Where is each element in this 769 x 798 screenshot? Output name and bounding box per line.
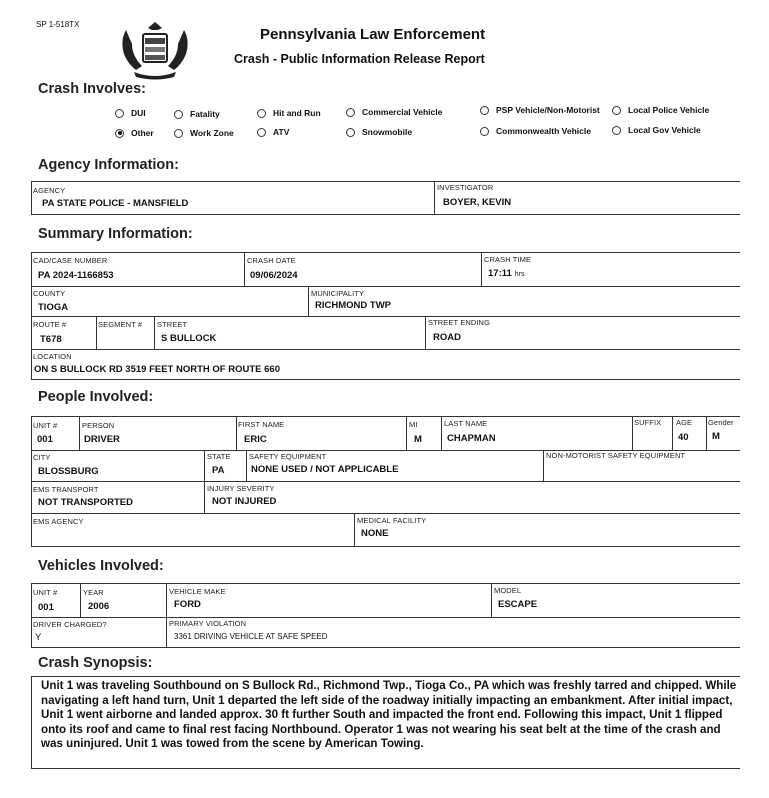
municipality-value: RICHMOND TWP bbox=[315, 300, 391, 311]
location-value: ON S BULLOCK RD 3519 FEET NORTH OF ROUTE 660 bbox=[34, 364, 280, 375]
section-crash-involves: Crash Involves: bbox=[38, 81, 146, 97]
injury-severity-label: INJURY SEVERITY bbox=[207, 484, 275, 493]
street-ending-label: STREET ENDING bbox=[428, 318, 491, 327]
option-label: Work Zone bbox=[190, 128, 234, 138]
driver-charged-value: Y bbox=[35, 632, 42, 643]
section-people: People Involved: bbox=[38, 389, 154, 405]
medical-facility-value: NONE bbox=[361, 528, 389, 539]
middle-initial-value: M bbox=[414, 434, 422, 445]
section-synopsis: Crash Synopsis: bbox=[38, 655, 153, 671]
radio-hit-and-run[interactable] bbox=[257, 109, 266, 118]
street-label: STREET bbox=[157, 320, 188, 329]
option-label: ATV bbox=[273, 127, 290, 137]
case-number-value: PA 2024-1166853 bbox=[38, 270, 114, 281]
route-value: T678 bbox=[40, 334, 62, 345]
crash-date-value: 09/06/2024 bbox=[250, 270, 298, 281]
option-label: Local Gov Vehicle bbox=[628, 125, 701, 135]
safety-equipment-value: NONE USED / NOT APPLICABLE bbox=[251, 464, 399, 475]
radio-commercial-vehicle[interactable] bbox=[346, 108, 355, 117]
crash-time-unit: hrs bbox=[514, 271, 525, 278]
option-label: Fatality bbox=[190, 109, 220, 119]
crash-date-label: CRASH DATE bbox=[247, 256, 296, 265]
radio-fatality[interactable] bbox=[174, 110, 183, 119]
last-name-value: CHAPMAN bbox=[447, 433, 496, 444]
crash-time-label: CRASH TIME bbox=[484, 255, 532, 264]
location-label: LOCATION bbox=[33, 352, 72, 361]
primary-violation-label: PRIMARY VIOLATION bbox=[169, 619, 247, 628]
radio-other[interactable] bbox=[115, 129, 124, 138]
section-agency: Agency Information: bbox=[38, 157, 179, 173]
gender-value: M bbox=[712, 431, 720, 442]
suffix-label: SUFFIX bbox=[634, 418, 662, 427]
age-value: 40 bbox=[678, 432, 689, 443]
radio-dui[interactable] bbox=[115, 109, 124, 118]
primary-violation-value: 3361 DRIVING VEHICLE AT SAFE SPEED bbox=[174, 632, 328, 641]
middle-initial-label: MI bbox=[409, 420, 418, 429]
option-local-gov-vehicle[interactable] bbox=[612, 125, 701, 135]
county-label: COUNTY bbox=[33, 289, 66, 298]
vehicle-make-label: VEHICLE MAKE bbox=[169, 587, 226, 596]
vehicle-model-value: ESCAPE bbox=[498, 599, 538, 610]
gender-label: Gender bbox=[708, 418, 734, 427]
crash-synopsis-text: Unit 1 was traveling Southbound on S Bullock Rd., Richmond Twp., Tioga Co., PA which was freshly tarred and chipped. While navigating a left hand turn, Unit 1 departed the left side of the roadway initially impacting an embankment. After initial impact, Unit 1 went airborne and landed approx. 30 ft further South and impacted the front end. Following this impact, Unit 1 flipped onto its roof and came to final rest facing Northbound. Operator 1 was not wearing his seat belt at the time of the crash and was uninjured. Unit 1 was towed from the scene by American Towing. bbox=[41, 679, 737, 751]
crash-time-value: 17:11 hrs bbox=[488, 268, 525, 279]
nm-safety-label: NON-MOTORIST SAFETY EQUIPMENT bbox=[546, 451, 686, 460]
state-label: STATE bbox=[207, 452, 231, 461]
injury-severity-value: NOT INJURED bbox=[212, 496, 277, 507]
city-value: BLOSSBURG bbox=[38, 466, 99, 477]
state-value: PA bbox=[212, 465, 225, 476]
option-fatality[interactable] bbox=[174, 109, 220, 119]
investigator-value: BOYER, KEVIN bbox=[443, 197, 512, 208]
medical-facility-label: MEDICAL FACILITY bbox=[357, 516, 427, 525]
vehicle-unit-value: 001 bbox=[38, 602, 54, 613]
option-label: Commonwealth Vehicle bbox=[496, 126, 591, 136]
option-dui[interactable] bbox=[115, 108, 146, 118]
option-snowmobile[interactable] bbox=[346, 127, 412, 137]
pennsylvania-seal-icon bbox=[118, 20, 192, 80]
person-unit-label: UNIT # bbox=[33, 421, 58, 430]
option-label: DUI bbox=[131, 108, 146, 118]
option-label: Hit and Run bbox=[273, 108, 321, 118]
vehicle-make-value: FORD bbox=[174, 599, 201, 610]
option-commercial-vehicle[interactable] bbox=[346, 107, 442, 117]
section-vehicles: Vehicles Involved: bbox=[38, 558, 164, 574]
person-unit-value: 001 bbox=[37, 434, 53, 445]
route-label: ROUTE # bbox=[33, 320, 67, 329]
report-subtitle: Crash - Public Information Release Report bbox=[234, 52, 485, 66]
agency-value: PA STATE POLICE - MANSFIELD bbox=[42, 198, 189, 209]
person-type-label: PERSON bbox=[82, 421, 115, 430]
radio-commonwealth-vehicle[interactable] bbox=[480, 127, 489, 136]
option-label: Other bbox=[131, 128, 154, 138]
radio-local-police-vehicle[interactable] bbox=[612, 106, 621, 115]
street-ending-value: ROAD bbox=[433, 332, 461, 343]
county-value: TIOGA bbox=[38, 302, 69, 313]
age-label: AGE bbox=[676, 418, 693, 427]
form-id: SP 1-518TX bbox=[36, 20, 80, 29]
vehicle-model-label: MODEL bbox=[494, 586, 522, 595]
option-label: Local Police Vehicle bbox=[628, 105, 710, 115]
last-name-label: LAST NAME bbox=[444, 419, 488, 428]
option-label: Commercial Vehicle bbox=[362, 107, 443, 117]
option-commonwealth-vehicle[interactable] bbox=[480, 126, 591, 136]
ems-transport-label: EMS TRANSPORT bbox=[33, 485, 99, 494]
ems-agency-label: EMS AGENCY bbox=[33, 517, 84, 526]
ems-transport-value: NOT TRANSPORTED bbox=[38, 497, 133, 508]
case-number-label: CAD/CASE NUMBER bbox=[33, 256, 108, 265]
municipality-label: MUNICIPALITY bbox=[311, 289, 365, 298]
option-local-police-vehicle[interactable] bbox=[612, 105, 709, 115]
safety-equipment-label: SAFETY EQUIPMENT bbox=[249, 452, 327, 461]
vehicle-year-value: 2006 bbox=[88, 601, 110, 612]
driver-charged-label: DRIVER CHARGED? bbox=[33, 620, 107, 629]
vehicle-year-label: YEAR bbox=[83, 588, 104, 597]
section-summary: Summary Information: bbox=[38, 226, 193, 242]
street-value: S BULLOCK bbox=[161, 333, 217, 344]
radio-local-gov-vehicle[interactable] bbox=[612, 126, 621, 135]
city-label: CITY bbox=[33, 453, 51, 462]
option-other[interactable] bbox=[115, 128, 154, 138]
first-name-value: ERIC bbox=[244, 434, 267, 445]
option-label: PSP Vehicle/Non-Motorist bbox=[496, 105, 600, 115]
investigator-label: INVESTIGATOR bbox=[437, 183, 494, 192]
option-hit-and-run[interactable] bbox=[257, 108, 321, 118]
radio-atv[interactable] bbox=[257, 128, 266, 137]
segment-label: SEGMENT # bbox=[98, 320, 143, 329]
radio-work-zone[interactable] bbox=[174, 129, 183, 138]
option-label: Snowmobile bbox=[362, 127, 413, 137]
person-type-value: DRIVER bbox=[84, 434, 120, 445]
vehicle-unit-label: UNIT # bbox=[33, 588, 58, 597]
option-psp-vehicle[interactable] bbox=[480, 105, 600, 115]
agency-label: AGENCY bbox=[33, 186, 66, 195]
option-work-zone[interactable] bbox=[174, 128, 234, 138]
radio-snowmobile[interactable] bbox=[346, 128, 355, 137]
option-atv[interactable] bbox=[257, 127, 289, 137]
radio-psp-vehicle[interactable] bbox=[480, 106, 489, 115]
report-title: Pennsylvania Law Enforcement bbox=[260, 26, 486, 43]
first-name-label: FIRST NAME bbox=[238, 420, 285, 429]
